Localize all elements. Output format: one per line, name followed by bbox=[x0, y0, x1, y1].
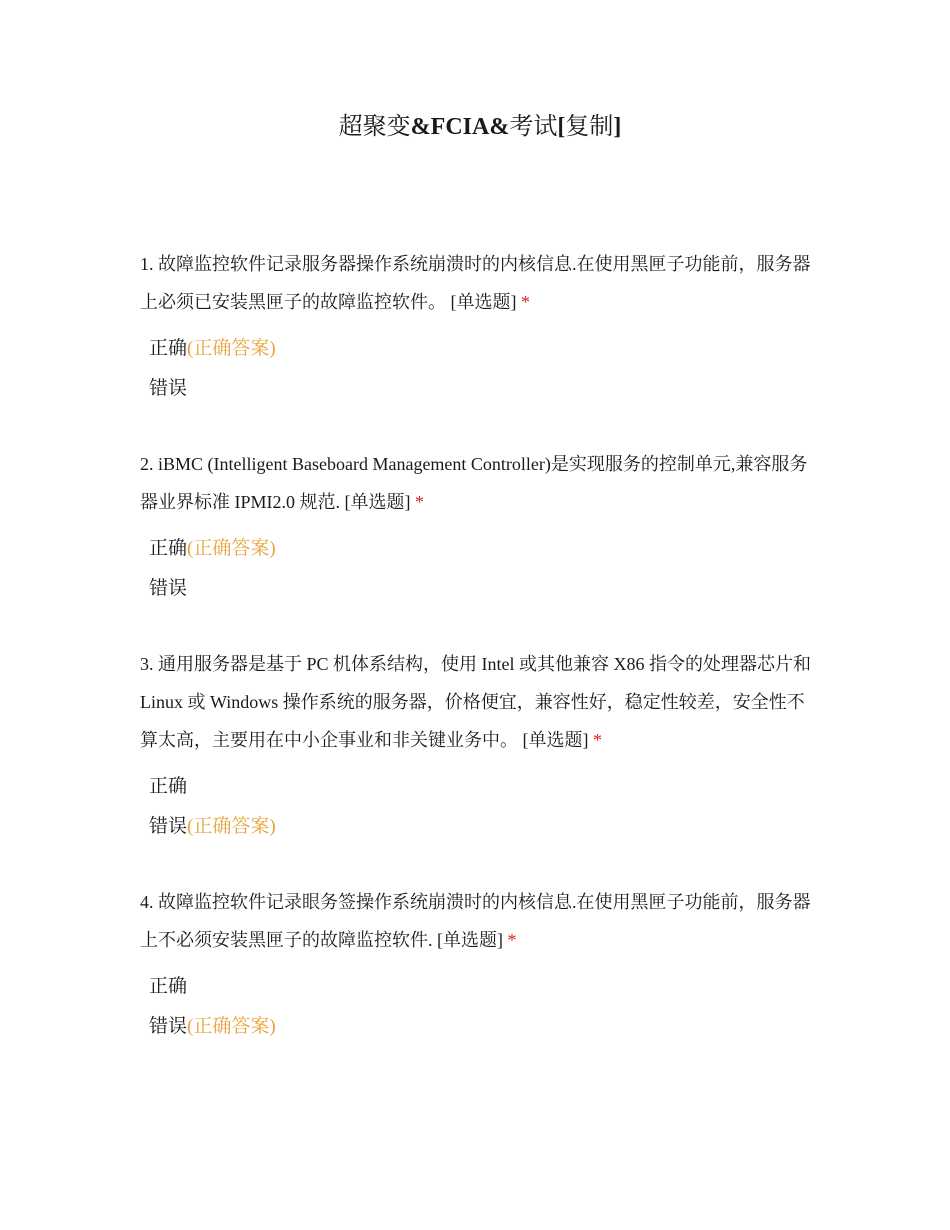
question-number: 3. bbox=[140, 654, 154, 674]
title-part-3: 考试 bbox=[509, 114, 558, 140]
title-part-4: [ bbox=[557, 114, 566, 140]
option-label: 错误 bbox=[149, 1016, 188, 1037]
option-false[interactable] bbox=[149, 1007, 820, 1047]
option-true[interactable] bbox=[149, 967, 820, 1007]
option-true[interactable] bbox=[149, 329, 820, 369]
option-label: 错误 bbox=[149, 816, 188, 837]
option-list bbox=[140, 529, 820, 609]
question-text bbox=[140, 445, 820, 521]
page-title bbox=[0, 110, 950, 144]
question-text bbox=[140, 245, 820, 321]
required-mark: * bbox=[415, 492, 425, 512]
required-mark: * bbox=[521, 292, 530, 312]
question-type: [单选题] bbox=[344, 492, 411, 512]
option-false[interactable] bbox=[149, 569, 820, 609]
correct-answer-mark: (正确答案) bbox=[187, 538, 276, 559]
question-type: [单选题] bbox=[450, 292, 517, 312]
required-mark: * bbox=[507, 930, 517, 950]
option-true[interactable] bbox=[149, 767, 820, 807]
correct-answer-mark: (正确答案) bbox=[187, 816, 276, 837]
option-label: 正确 bbox=[149, 976, 188, 997]
option-label: 错误 bbox=[149, 578, 188, 599]
option-list bbox=[140, 967, 820, 1047]
required-mark: * bbox=[593, 730, 602, 750]
question-body: 通用服务器是基于 PC 机体系结构，使用 Intel 或其他兼容 X86 指令的处理器芯片和 Linux 或 Windows 操作系统的服务器，价格便宜，兼容性好，稳定性较差，安全性不算太高，主要用在中小企事业和非关键业务中。 bbox=[140, 654, 811, 750]
question-text bbox=[140, 645, 820, 759]
option-list bbox=[140, 767, 820, 847]
question-number: 4. bbox=[140, 892, 154, 912]
title-part-6: ] bbox=[613, 114, 622, 140]
option-label: 正确 bbox=[149, 338, 188, 359]
correct-answer-mark: (正确答案) bbox=[187, 338, 276, 359]
question-1 bbox=[140, 245, 820, 409]
question-type: [单选题] bbox=[522, 730, 589, 750]
question-body: iBMC (Intelligent Baseboard Management Controller)是实现服务的控制单元,兼容服务器业界标准 IPMI2.0 规范. bbox=[140, 454, 808, 512]
title-part-2: &FCIA& bbox=[410, 114, 510, 140]
question-body: 故障监控软件记录眼务签操作系统崩溃时的内核信息.在使用黑匣子功能前，服务器上不必须安装黑匣子的故障监控软件. bbox=[140, 892, 811, 950]
option-false[interactable] bbox=[149, 807, 820, 847]
question-type: [单选题] bbox=[437, 930, 503, 950]
option-label: 正确 bbox=[149, 776, 188, 797]
question-number: 2. bbox=[140, 454, 154, 474]
option-label: 正确 bbox=[149, 538, 188, 559]
question-2 bbox=[140, 445, 820, 609]
question-text bbox=[140, 883, 820, 959]
question-body: 故障监控软件记录服务器操作系统崩溃时的内核信息.在使用黑匣子功能前，服务器上必须已安装黑匣子的故障监控软件。 bbox=[140, 254, 811, 312]
question-4 bbox=[140, 883, 820, 1047]
question-3 bbox=[140, 645, 820, 847]
title-part-1: 超聚变 bbox=[338, 114, 411, 140]
option-false[interactable] bbox=[149, 369, 820, 409]
option-true[interactable] bbox=[149, 529, 820, 569]
correct-answer-mark: (正确答案) bbox=[187, 1016, 276, 1037]
title-part-5: 复制 bbox=[565, 114, 614, 140]
question-number: 1. bbox=[140, 254, 154, 274]
option-list bbox=[140, 329, 820, 409]
option-label: 错误 bbox=[149, 378, 188, 399]
